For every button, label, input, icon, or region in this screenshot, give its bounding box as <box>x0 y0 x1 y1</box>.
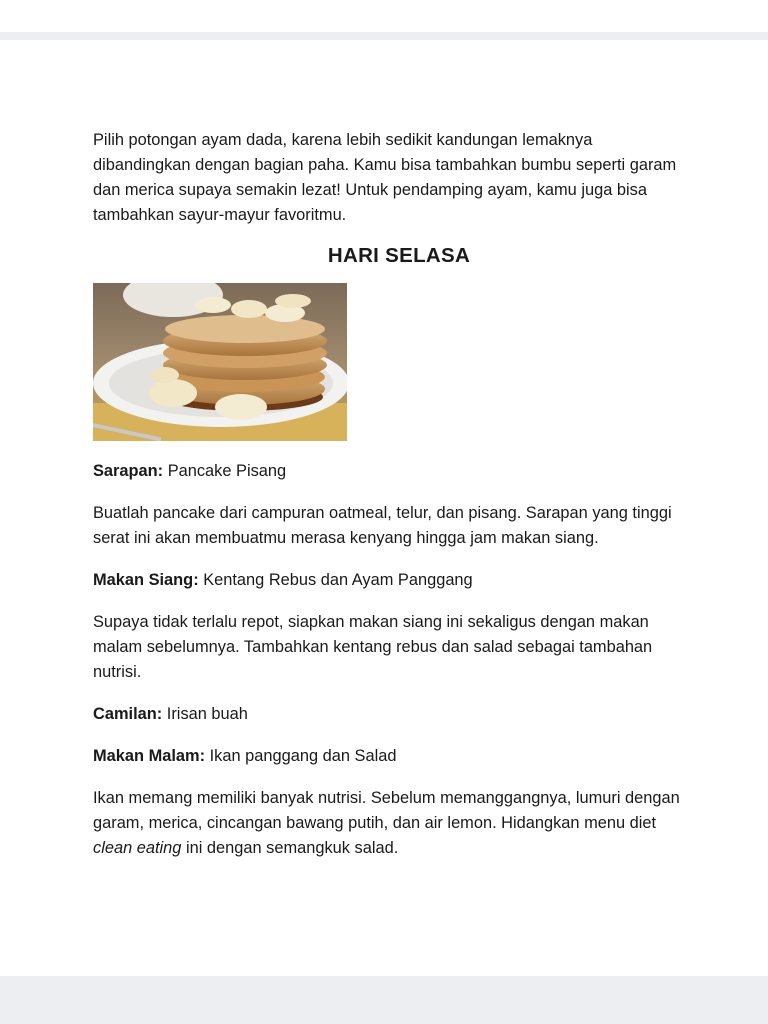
dinner-line <box>93 744 693 769</box>
snack-line <box>93 702 693 727</box>
lunch-description: Supaya tidak terlalu repot, siapkan makan siang ini sekaligus dengan makan malam sebelumnya. Tambahkan kentang rebus dan salad sebagai tambahan nutrisi. <box>93 613 653 681</box>
viewer-top-strip <box>0 32 768 40</box>
snack-label: Camilan: <box>93 705 163 723</box>
dinner-description-emphasis: clean eating <box>93 839 182 857</box>
dinner-description <box>93 786 693 861</box>
lunch-value: Kentang Rebus dan Ayam Panggang <box>203 571 473 589</box>
snack-value: Irisan buah <box>166 705 248 723</box>
dinner-value: Ikan panggang dan Salad <box>209 747 397 765</box>
breakfast-value: Pancake Pisang <box>167 462 287 480</box>
dinner-description-text: Ikan memang memiliki banyak nutrisi. Sebelum memanggangnya, lumuri dengan garam, merica, cincangan bawang putih, dan air lemon. Hidangkan menu diet <box>93 789 680 832</box>
pancake-photo <box>93 283 347 441</box>
breakfast-label: Sarapan: <box>93 462 164 480</box>
dinner-description-end: ini dengan semangkuk salad. <box>181 839 399 857</box>
document-page <box>0 40 768 976</box>
breakfast-line <box>93 459 693 484</box>
page-content <box>93 128 693 878</box>
breakfast-description: Buatlah pancake dari campuran oatmeal, telur, dan pisang. Sarapan yang tinggi serat ini akan membuatmu merasa kenyang hingga jam makan siang. <box>93 504 672 547</box>
lunch-label: Makan Siang: <box>93 571 199 589</box>
section-title: HARI SELASA <box>327 244 471 267</box>
lunch-line <box>93 568 693 593</box>
dinner-label: Makan Malam: <box>93 747 206 765</box>
viewer-bottom-strip <box>0 976 768 1024</box>
intro-paragraph: Pilih potongan ayam dada, karena lebih sedikit kandungan lemaknya dibandingkan dengan bagian paha. Kamu bisa tambahkan bumbu seperti garam dan merica supaya semakin lezat! Untuk pendamping ayam, kamu juga bisa tambahkan sayur-mayur favoritmu. <box>93 131 677 224</box>
